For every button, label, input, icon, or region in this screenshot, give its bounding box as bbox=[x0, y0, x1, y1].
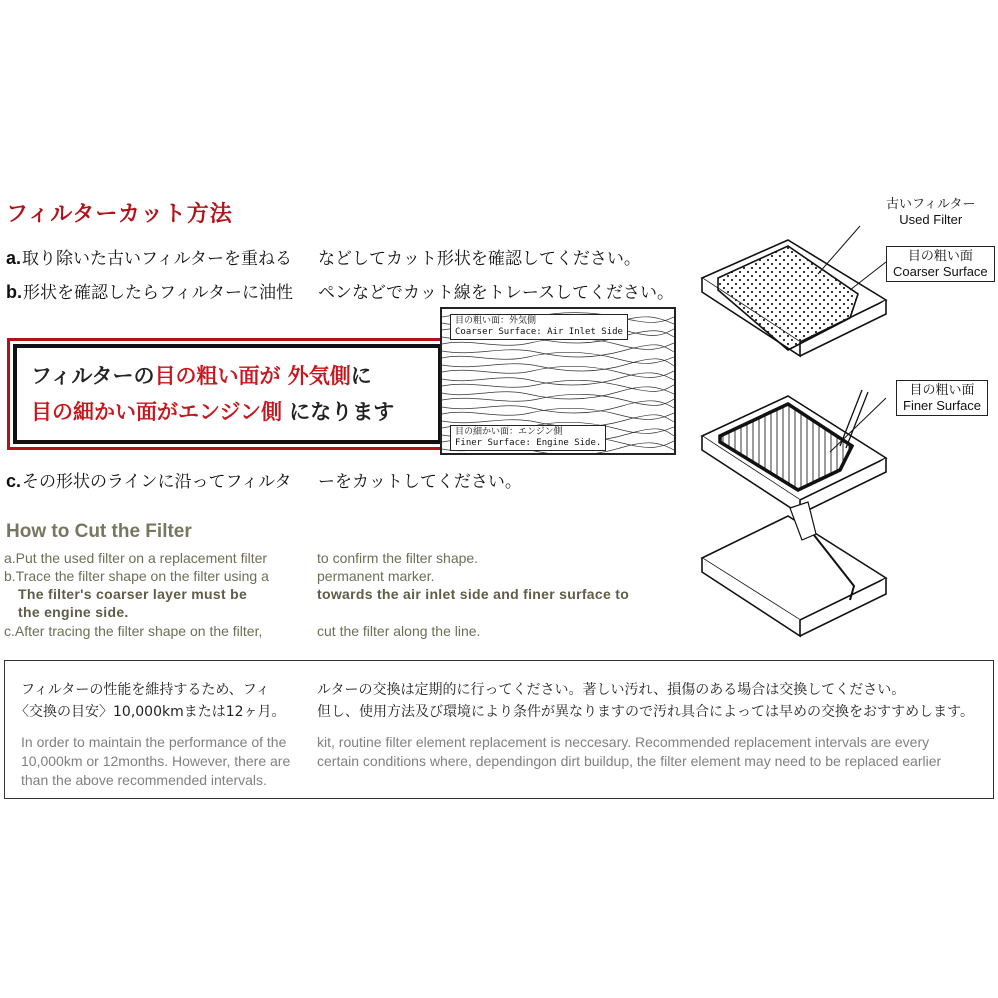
maintenance-notice bbox=[4, 660, 994, 799]
callout-line-1: フィルターの目の粗い面が 外気側に bbox=[31, 364, 372, 388]
en-orientation-note-end: the engine side. bbox=[18, 604, 129, 620]
step-marker: a. bbox=[6, 248, 22, 268]
filter-diagrams bbox=[690, 190, 990, 650]
en-orientation-note-cont: towards the air inlet side and finer surface to bbox=[317, 586, 630, 602]
en-step-c-cont: cut the filter along the line. bbox=[317, 623, 481, 639]
texture-label-top: 目の粗い面：外気側 Coarser Surface: Air Inlet Side bbox=[450, 314, 628, 340]
callout-line-2: 目の細かい面がエンジン側 になります bbox=[31, 400, 395, 424]
notice-jp-line-2b: 但し、使用方法及び環境により条件が異なりますので汚れ具合によっては早めの交換をおすすめします。 bbox=[317, 704, 975, 720]
jp-step-c-cont: ーをカットしてください。 bbox=[318, 472, 522, 492]
en-title: How to Cut the Filter bbox=[6, 521, 192, 542]
jp-step-b: b.形状を確認したらフィルターに油性 bbox=[6, 282, 293, 303]
en-orientation-note: The filter's coarser layer must be bbox=[18, 586, 248, 602]
notice-en-line-2b: certain conditions where, dependingon dirt buildup, the filter element may need to be replaced earlier bbox=[317, 753, 942, 769]
traced-filter-diagram bbox=[702, 390, 886, 514]
en-step-a-cont: to confirm the filter shape. bbox=[317, 550, 479, 566]
step-marker: b. bbox=[6, 282, 22, 302]
en-step-b: b.Trace the filter shape on the filter using a bbox=[4, 568, 269, 584]
texture-label-bottom: 目の細かい面：エンジン側 Finer Surface: Engine Side. bbox=[450, 425, 606, 451]
en-step-c: c.After tracing the filter shape on the filter, bbox=[4, 623, 263, 639]
jp-step-b-cont: ペンなどでカット線をトレースしてください。 bbox=[318, 283, 674, 303]
step-marker: c. bbox=[6, 471, 22, 491]
notice-jp-line-1b: ルターの交換は定期的に行ってください。著しい汚れ、損傷のある場合は交換してください。 bbox=[317, 682, 906, 698]
coarse-surface-label: 目の粗い面 Coarser Surface bbox=[886, 246, 995, 282]
notice-en-line-2a: 10,000km or 12months. However, there are bbox=[21, 753, 291, 769]
notice-en-line-1b: kit, routine filter element replacement is neccesary. Recommended replacement intervals are every bbox=[317, 734, 930, 750]
filter-texture-illustration bbox=[440, 307, 676, 455]
jp-step-a: a.取り除いた古いフィルターを重ねる bbox=[6, 248, 292, 269]
orientation-callout bbox=[13, 344, 442, 444]
en-step-a: a.Put the used filter on a replacement filter bbox=[4, 550, 268, 566]
fine-surface-label: 目の粗い面 Finer Surface bbox=[896, 380, 988, 416]
notice-en-line-3a: than the above recommended intervals. bbox=[21, 772, 267, 788]
jp-step-a-cont: などしてカット形状を確認してください。 bbox=[318, 249, 641, 269]
jp-step-c: c.その形状のラインに沿ってフィルタ bbox=[6, 471, 292, 492]
cutting-filter-diagram bbox=[702, 502, 886, 636]
en-step-b-cont: permanent marker. bbox=[317, 568, 435, 584]
notice-en-line-1a: In order to maintain the performance of the bbox=[21, 734, 287, 750]
jp-title: フィルターカット方法 bbox=[6, 202, 233, 227]
notice-jp-line-1a: フィルターの性能を維持するため、フィ bbox=[21, 682, 270, 698]
notice-jp-line-2a: 〈交換の目安〉10,000kmまたは12ヶ月。 bbox=[15, 704, 286, 720]
used-filter-label: 古いフィルター Used Filter bbox=[886, 196, 976, 227]
stacked-filter-diagram bbox=[702, 226, 886, 356]
